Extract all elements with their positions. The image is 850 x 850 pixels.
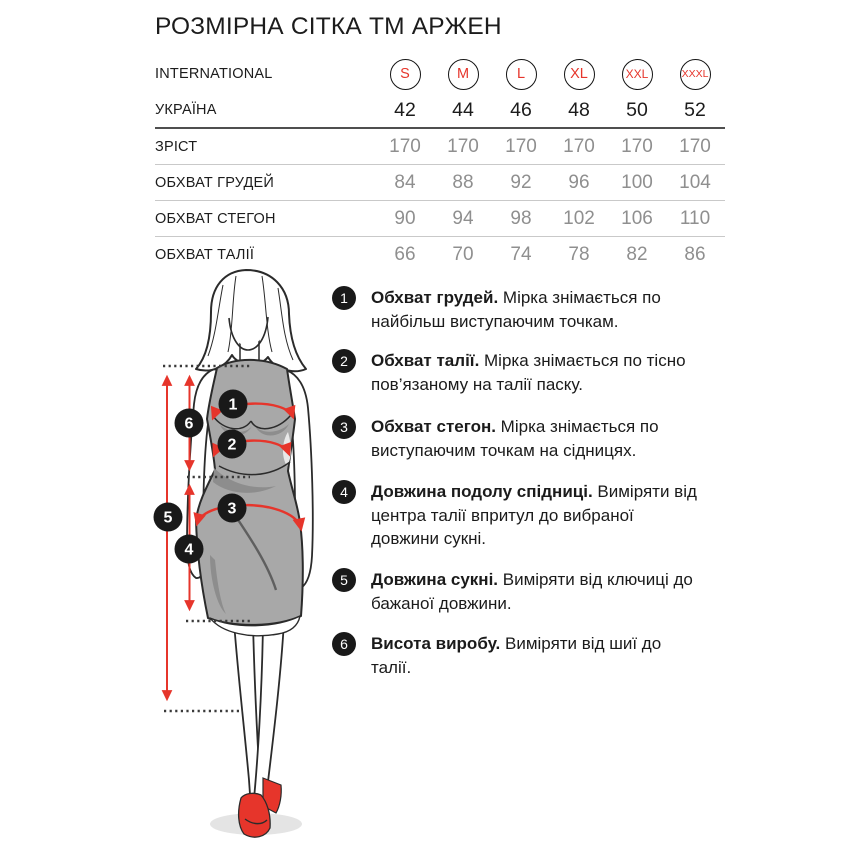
svg-text:3: 3 — [227, 500, 237, 518]
cell-value — [376, 59, 434, 90]
cell-value: 66 — [394, 243, 416, 265]
cell-value: 170 — [563, 135, 595, 157]
size-circle: XXL — [622, 59, 653, 90]
legend-text: Довжина подолу спідниці. Виміряти від центра талії впритул до вибраної довжини сукні. — [371, 482, 697, 548]
svg-text:4: 4 — [184, 541, 194, 559]
cell-value: 88 — [452, 171, 474, 193]
svg-text:1: 1 — [228, 396, 238, 414]
legend-badge: 6 — [332, 632, 356, 656]
legend-item-3 — [332, 415, 703, 462]
cell-value: 78 — [568, 243, 590, 265]
svg-text:6: 6 — [184, 415, 194, 433]
legend-text: Обхват стегон. Мірка знімається по виступаючим точкам на сідницях. — [371, 417, 659, 460]
legend-text: Висота виробу. Виміряти від шиї до талії. — [371, 634, 662, 677]
cell-value: 170 — [447, 135, 479, 157]
size-circle: XXXL — [680, 59, 711, 90]
cell-value — [666, 59, 724, 90]
cell-value: 46 — [510, 98, 532, 121]
cell-value: 84 — [394, 171, 416, 193]
svg-text:5: 5 — [163, 509, 173, 527]
cell-value: 102 — [563, 207, 595, 229]
cell-value — [608, 59, 666, 90]
measurement-figure — [138, 258, 353, 850]
cell-value: 170 — [389, 135, 421, 157]
cell-value: 104 — [679, 171, 711, 193]
row-label: ОБХВАТ ГРУДЕЙ — [155, 174, 275, 191]
row-international — [155, 55, 725, 93]
cell-value: 50 — [626, 98, 648, 121]
row-label: ОБХВАТ СТЕГОН — [155, 210, 276, 227]
figure-badge-1 — [219, 390, 248, 419]
page-title: РОЗМІРНА СІТКА ТМ АРЖЕН — [155, 13, 502, 40]
size-circle: S — [390, 59, 421, 90]
row-label: ЗРІСТ — [155, 138, 198, 155]
legend-badge: 2 — [332, 349, 356, 373]
table-row — [155, 164, 725, 200]
cell-value: 42 — [394, 98, 416, 121]
cell-value: 94 — [452, 207, 474, 229]
legend-text: Обхват грудей. Мірка знімається по найбільш виступаючим точкам. — [371, 288, 661, 331]
woman-dress-illustration — [138, 258, 353, 850]
cell-value: 170 — [505, 135, 537, 157]
cell-value: 74 — [510, 243, 532, 265]
figure-badge-6 — [175, 409, 204, 438]
legend-item-5 — [332, 568, 703, 615]
cell-value: 52 — [684, 98, 706, 121]
figure-badge-5 — [154, 503, 183, 532]
cell-value: 92 — [510, 171, 532, 193]
row-ukraine — [155, 93, 725, 127]
table-row — [155, 127, 725, 164]
legend-badge: 3 — [332, 415, 356, 439]
svg-text:2: 2 — [227, 436, 237, 454]
cell-value: 100 — [621, 171, 653, 193]
cell-value: 86 — [684, 243, 706, 265]
legend-item-2 — [332, 349, 703, 396]
legend-badge: 5 — [332, 568, 356, 592]
size-circle: M — [448, 59, 479, 90]
cell-value: 106 — [621, 207, 653, 229]
size-circle: L — [506, 59, 537, 90]
figure-badge-4 — [175, 535, 204, 564]
legend-item-1 — [332, 286, 703, 333]
row-label: УКРАЇНА — [155, 102, 217, 118]
cell-value: 170 — [621, 135, 653, 157]
cell-value — [550, 59, 608, 90]
size-table — [155, 55, 725, 272]
figure-badge-2 — [218, 430, 247, 459]
cell-value: 44 — [452, 98, 474, 121]
cell-value: 98 — [510, 207, 532, 229]
cell-value — [434, 59, 492, 90]
cell-value: 82 — [626, 243, 648, 265]
cell-value: 96 — [568, 171, 590, 193]
legend-text: Довжина сукні. Виміряти від ключиці до бажаної довжини. — [371, 570, 693, 613]
cell-value: 70 — [452, 243, 474, 265]
cell-value: 110 — [679, 207, 711, 229]
legend-item-6 — [332, 632, 703, 679]
legend-badge: 1 — [332, 286, 356, 310]
table-row — [155, 200, 725, 236]
cell-value: 170 — [679, 135, 711, 157]
legend-item-4 — [332, 480, 703, 551]
size-circle: XL — [564, 59, 595, 90]
figure-badge-3 — [218, 494, 247, 523]
cell-value — [492, 59, 550, 90]
row-label: INTERNATIONAL — [155, 66, 273, 82]
row-label: ОБХВАТ ТАЛІЇ — [155, 246, 255, 263]
cell-value: 90 — [394, 207, 416, 229]
cell-value: 48 — [568, 98, 590, 121]
legend-badge: 4 — [332, 480, 356, 504]
legend-text: Обхват талії. Мірка знімається по тісно пов’язаному на талії паску. — [371, 351, 686, 394]
